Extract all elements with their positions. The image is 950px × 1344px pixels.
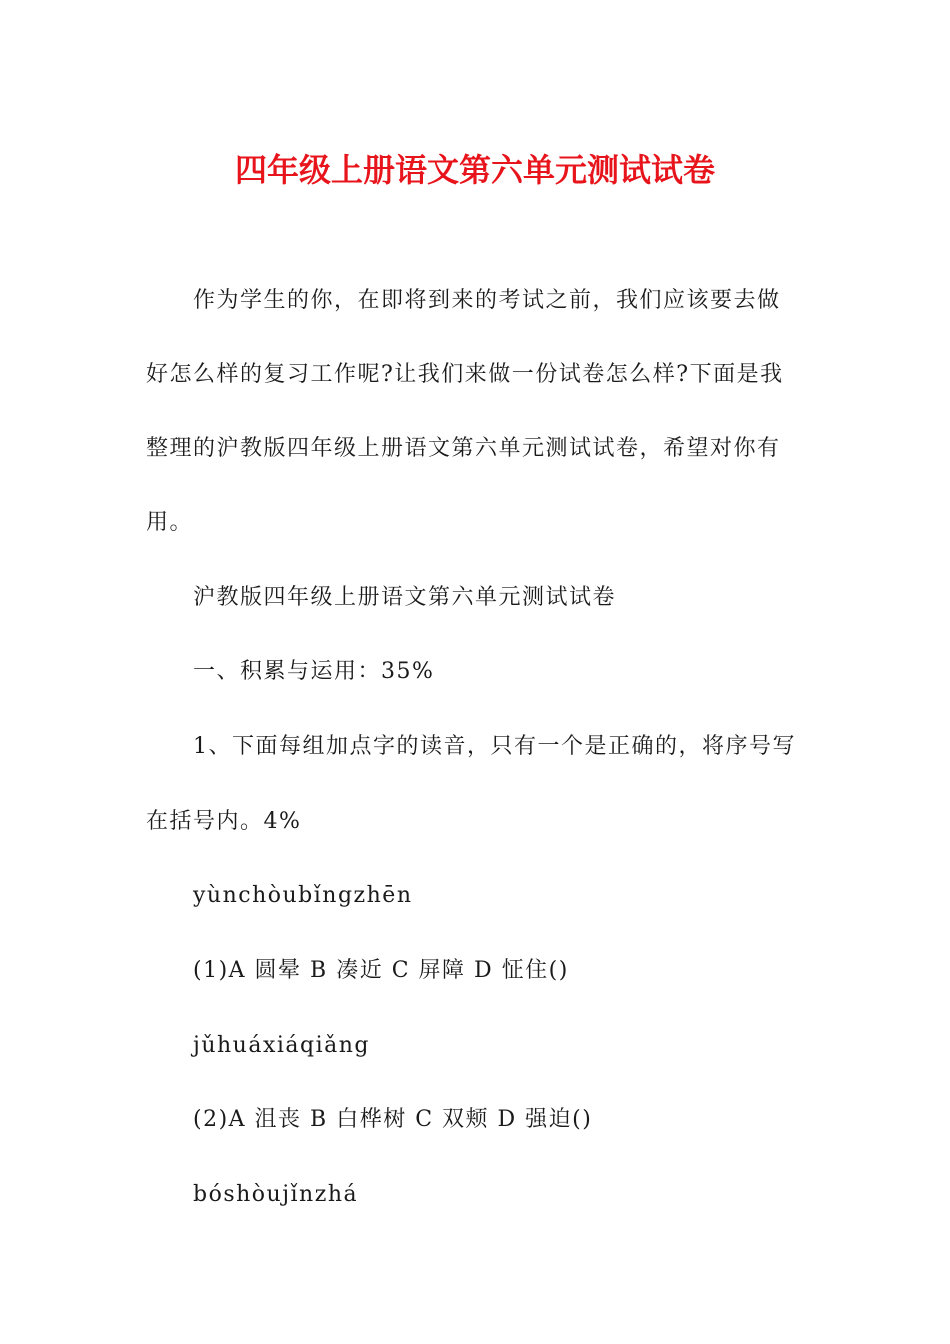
question-line: 在括号内。4% [146,809,302,834]
question-line: 1、下面每组加点字的读音，只有一个是正确的，将序号写 [193,734,796,759]
pinyin-line: bóshòujǐnzhá [193,1182,359,1207]
paragraph-line: 整理的沪教版四年级上册语文第六单元测试试卷，希望对你有 [146,436,781,461]
document-title: 四年级上册语文第六单元测试试卷 [234,151,715,189]
question-option-line: (2)A 沮丧 B 白桦树 C 双颊 D 强迫() [193,1107,593,1132]
pinyin-line: jǔhuáxiáqiǎng [193,1033,370,1058]
section-heading: 沪教版四年级上册语文第六单元测试试卷 [193,585,617,610]
paragraph-line: 作为学生的你，在即将到来的考试之前，我们应该要去做 [193,288,781,313]
paragraph-line: 用。 [146,510,194,535]
section-heading: 一、积累与运用：35% [193,659,435,684]
pinyin-line: yùnchòubǐngzhēn [193,883,413,908]
question-option-line: (1)A 圆晕 B 凑近 C 屏障 D 怔住() [193,958,569,983]
paragraph-line: 好怎么样的复习工作呢?让我们来做一份试卷怎么样?下面是我 [146,362,784,387]
